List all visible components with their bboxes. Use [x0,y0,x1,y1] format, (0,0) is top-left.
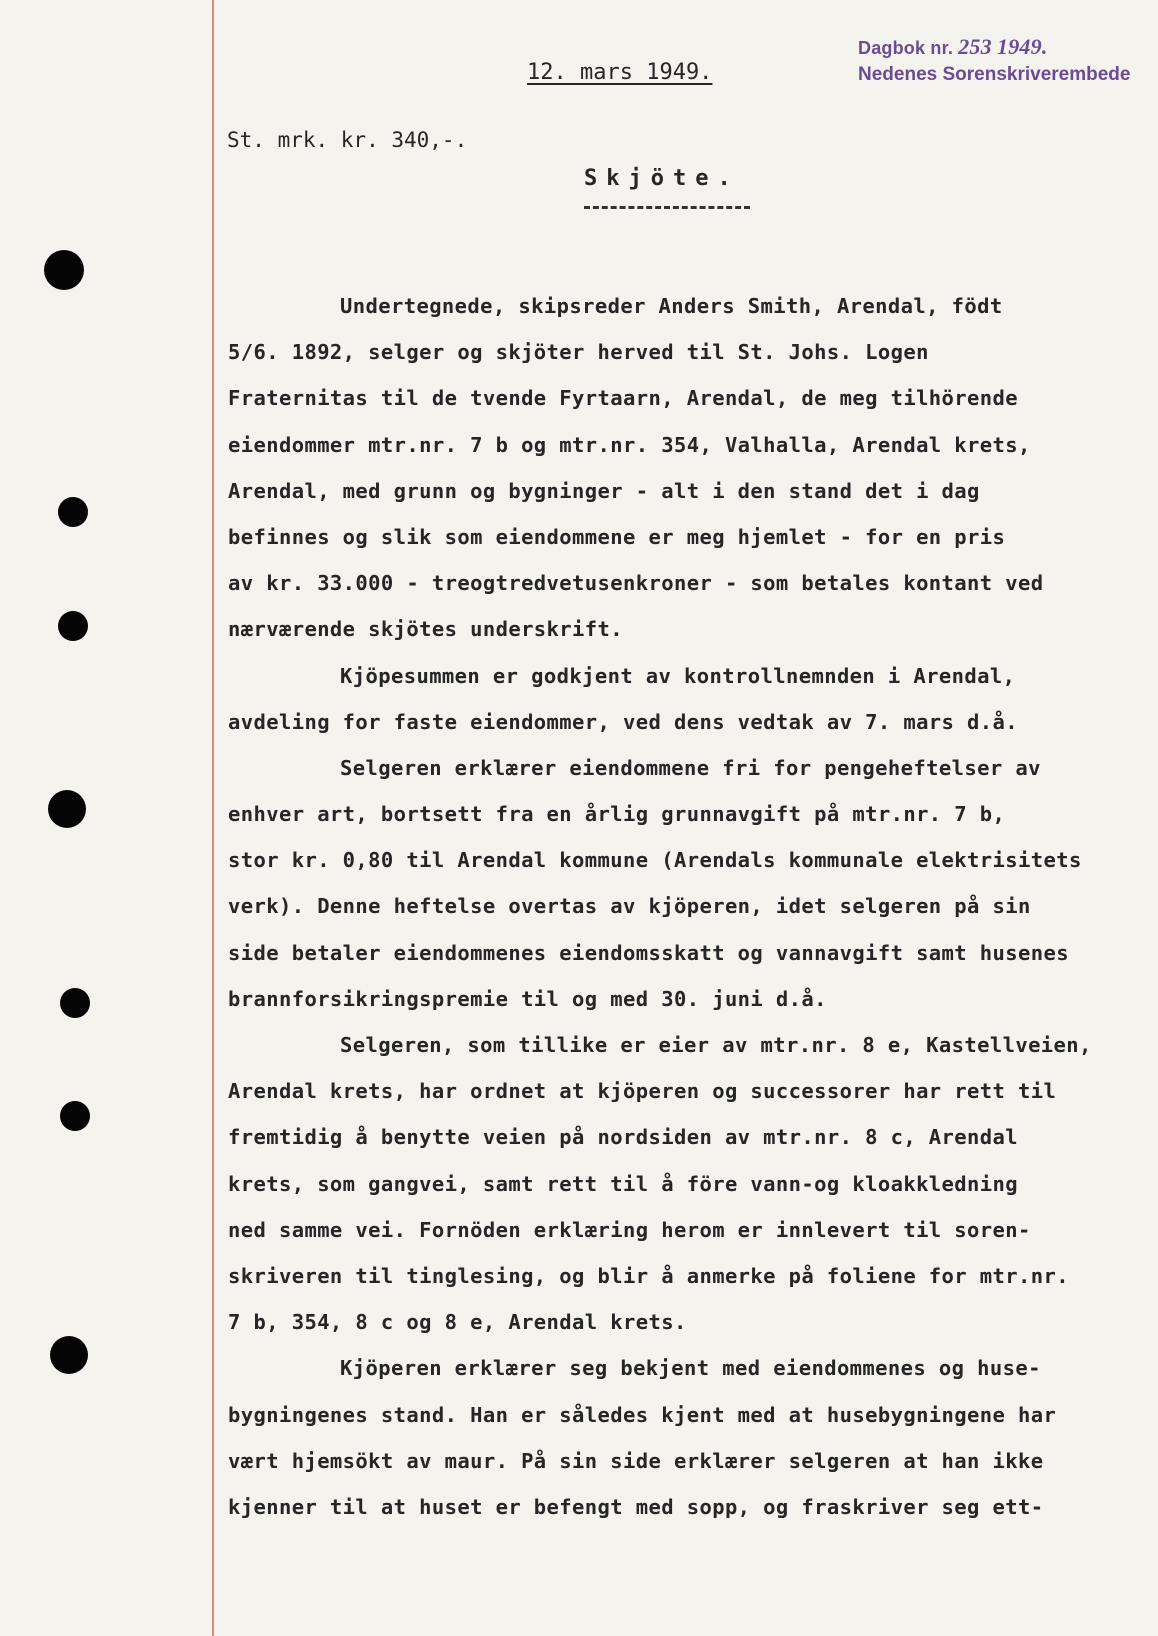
body-line: fremtidig å benytte veien på nordsiden av mtr.nr. 8 c, Arendal [228,1125,1019,1150]
punch-hole [58,611,88,641]
body-line: 7 b, 354, 8 c og 8 e, Arendal krets. [228,1310,687,1335]
stamp-number: 253 [958,34,992,59]
body-line: Kjöpesummen er godkjent av kontrollnemnden i Arendal, [340,663,1016,688]
body-line: ned samme vei. Fornöden erklæring herom er innlevert til soren- [228,1217,1031,1242]
registry-stamp [858,34,1148,86]
body-line: eiendommer mtr.nr. 7 b og mtr.nr. 354, Valhalla, Arendal krets, [228,432,1031,457]
body-line: side betaler eiendommenes eiendomsskatt og vannavgift samt husenes [228,940,1069,965]
body-line: avdeling for faste eiendommer, ved dens vedtak av 7. mars d.å. [228,709,1019,734]
document-date: 12. mars 1949. [527,60,713,85]
margin-rule [212,0,214,1636]
punch-hole [58,497,88,527]
body-line: Kjöperen erklærer seg bekjent med eiendommenes og huse- [340,1356,1041,1381]
body-line: Selgeren erklærer eiendommene fri for pengeheftelser av [340,755,1041,780]
body-line: Undertegnede, skipsreder Anders Smith, Arendal, födt [340,294,1003,318]
punch-hole [48,790,86,828]
punch-hole [60,1101,90,1131]
deed-body [228,283,1148,1530]
stamp-label: Dagbok nr. [858,38,954,58]
stamp-office: Nedenes Sorenskriverembede [858,64,1131,85]
body-line: Fraternitas til de tvende Fyrtaarn, Arendal, de meg tilhörende [228,386,1019,411]
body-line: kjenner til at huset er befengt med sopp, og fraskriver seg ett- [228,1494,1044,1519]
document-title: Skjöte. [584,166,740,191]
body-line: krets, som gangvei, samt rett til å före vann-og kloakkledning [228,1171,1019,1196]
stamp-year: 1949. [997,34,1048,59]
body-line: enhver art, bortsett fra en årlig grunnavgift på mtr.nr. 7 b, [228,802,1006,827]
body-line: Arendal, med grunn og bygninger - alt i den stand det i dag [228,478,980,503]
punch-hole [50,1336,88,1374]
body-line: brannforsikringspremie til og med 30. juni d.å. [228,986,827,1011]
body-line: 5/6. 1892, selger og skjöter herved til St. Johs. Logen [228,340,929,365]
body-line: nærværende skjötes underskrift. [228,617,624,642]
stamp-duty: St. mrk. kr. 340,-. [227,128,468,152]
body-line: verk). Denne heftelse overtas av kjöperen, idet selgeren på sin [228,894,1031,919]
body-line: skriveren til tinglesing, og blir å anmerke på foliene for mtr.nr. [228,1263,1069,1288]
punch-hole [60,988,90,1018]
body-line: Selgeren, som tillike er eier av mtr.nr. 8 e, Kastellveien, [340,1033,1092,1057]
body-line: stor kr. 0,80 til Arendal kommune (Arendals kommunale elektrisitets [228,848,1082,873]
body-line: befinnes og slik som eiendommene er meg hjemlet - for en pris [228,524,1006,549]
body-line: bygningenes stand. Han er således kjent med at husebygningene har [228,1402,1057,1427]
title-underline [584,206,750,209]
body-line: Arendal krets, har ordnet at kjöperen og successorer har rett til [228,1079,1057,1104]
body-line: av kr. 33.000 - treogtredvetusenkroner - som betales kontant ved [228,571,1044,596]
punch-hole [44,250,84,290]
body-line: vært hjemsökt av maur. På sin side erklærer selgeren at han ikke [228,1448,1044,1473]
